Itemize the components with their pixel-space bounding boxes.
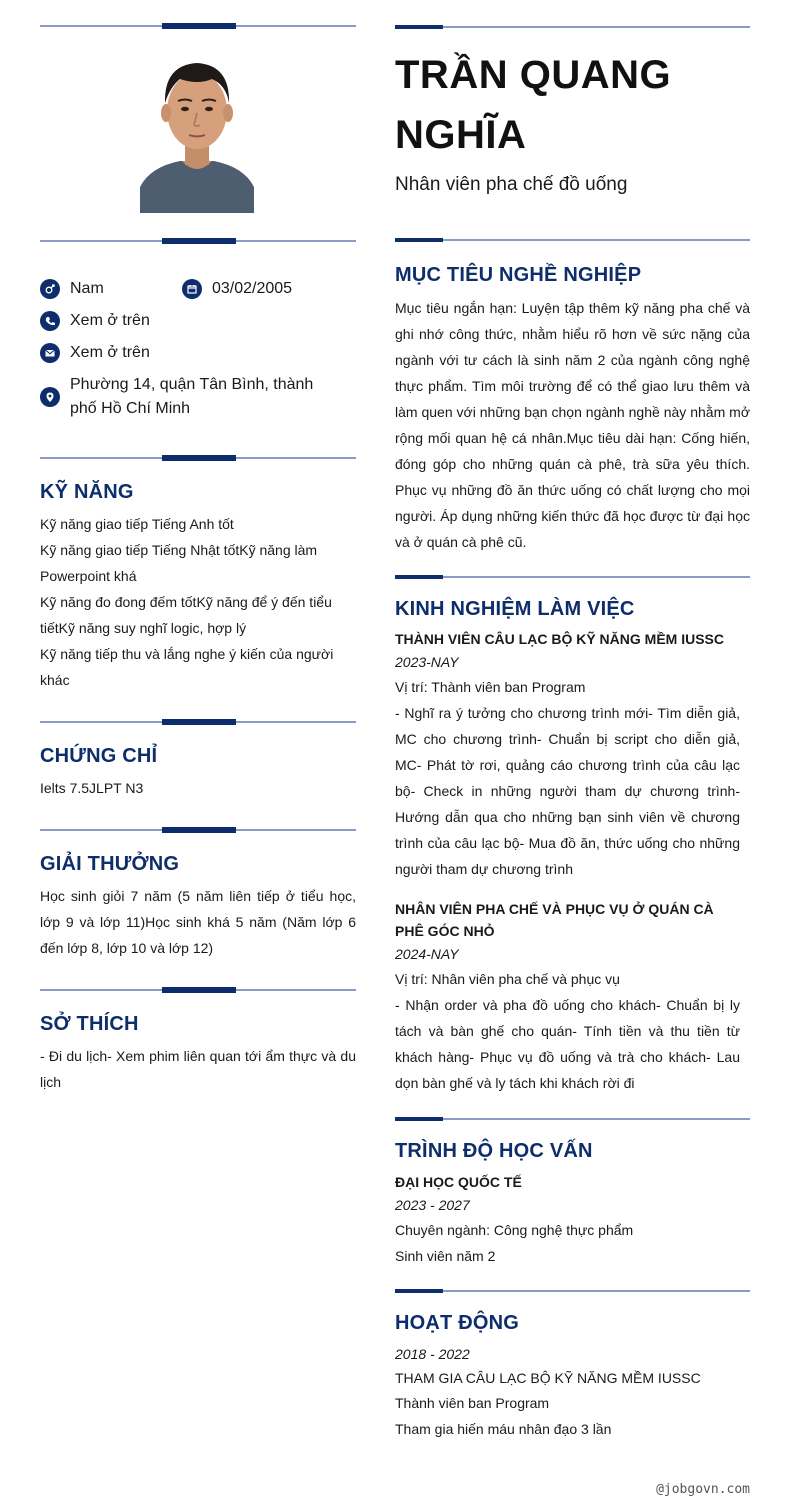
activities-name: THAM GIA CÂU LẠC BỘ KỸ NĂNG MỀM IUSSC — [395, 1370, 701, 1386]
experience-position: Vị trí: Nhân viên pha chế và phục vụ — [395, 971, 620, 987]
gender-row — [40, 277, 104, 301]
footer-watermark: @jobgovn.com — [656, 1482, 750, 1497]
experience-description: - Nhận order và pha đồ uống cho khách- Chuẩn bị ly tách và bàn ghế cho quán- Tính tiền và thu tiền từ khách hàng- Phục vụ đồ uống và trà cho khách- Lau dọn bàn ghế và ly tách khi khách rời đi — [395, 997, 740, 1091]
list-item: Kỹ năng giao tiếp Tiếng Nhật tốtKỹ năng làm Powerpoint khá — [40, 542, 318, 584]
divider-awards — [40, 829, 356, 831]
activities-extra: Tham gia hiến máu nhân đạo 3 lần — [395, 1421, 612, 1437]
objective-text: Mục tiêu ngắn hạn: Luyện tập thêm kỹ năng pha chế và ghi nhớ công thức, nhằm hiểu rõ hơn về sức nặng của ngành với tư cách là sinh năm 2 của ngành công nghệ thực phẩm. Tìm môi trường để có thể giao lưu thêm và làm quen với những bạn chọn ngành nghề này nhằm mở rộng mối quan hệ cá nhân.Mục tiêu dài hạn: Cống hiến, đóng góp cho những quán cà phê, trà sữa yêu thích. Phục vụ những đồ ăn thức uống có chất lượng cho mọi người. Áp dụng những kiến thức đã học được từ đại học và ở quán cà phê cũ. — [395, 300, 750, 550]
divider-top-right — [395, 26, 750, 28]
dob-text: 03/02/2005 — [212, 280, 293, 297]
experience-period: 2024-NAY — [395, 946, 459, 962]
gender-icon — [40, 279, 60, 299]
address-row — [40, 373, 340, 421]
phone-text: Xem ở trên — [70, 312, 150, 329]
experience-company: THÀNH VIÊN CÂU LẠC BỘ KỸ NĂNG MỀM IUSSC — [395, 631, 725, 647]
candidate-name: TRẦN QUANG NGHĨA — [395, 53, 672, 157]
avatar — [140, 55, 254, 213]
divider-education — [395, 1118, 750, 1120]
divider-objective — [395, 239, 750, 241]
dob-row — [182, 277, 292, 301]
awards-title: GIẢI THƯỞNG — [40, 853, 180, 875]
education-note: Sinh viên năm 2 — [395, 1248, 496, 1264]
email-row — [40, 341, 150, 365]
education-major: Chuyên ngành: Công nghệ thực phẩm — [395, 1222, 634, 1238]
hobbies-text: - Đi du lịch- Xem phim liên quan tới ẩm thực và du lịch — [40, 1048, 356, 1090]
activities-item — [395, 1342, 750, 1442]
hobbies-title: SỞ THÍCH — [40, 1013, 139, 1035]
activities-title: HOẠT ĐỘNG — [395, 1312, 520, 1334]
objective-title: MỤC TIÊU NGHỀ NGHIỆP — [395, 264, 642, 286]
location-icon — [40, 387, 60, 407]
divider-skills — [40, 457, 356, 459]
education-item — [395, 1171, 750, 1269]
awards-text: Học sinh giỏi 7 năm (5 năm liên tiếp ở tiểu học, lớp 9 và lớp 11)Học sinh khá 5 năm (Năm lớp 6 đến lớp 8, lớp 10 và lớp 12) — [40, 888, 356, 956]
experience-company: NHÂN VIÊN PHA CHẾ VÀ PHỤC VỤ Ở QUÁN CÀ PHÊ GÓC NHỎ — [395, 901, 714, 939]
mail-icon — [40, 343, 60, 363]
certificates-text: Ielts 7.5JLPT N3 — [40, 780, 144, 796]
experience-item-2 — [395, 898, 740, 1096]
divider-top-left — [40, 25, 356, 27]
divider-hobbies — [40, 989, 356, 991]
education-period: 2023 - 2027 — [395, 1197, 470, 1213]
list-item: Kỹ năng tiếp thu và lắng nghe ý kiến của người khác — [40, 646, 334, 688]
divider-experience — [395, 576, 750, 578]
education-school: ĐẠI HỌC QUỐC TẾ — [395, 1174, 522, 1190]
experience-title: KINH NGHIỆM LÀM VIỆC — [395, 598, 635, 620]
activities-period: 2018 - 2022 — [395, 1346, 470, 1362]
experience-item-1 — [395, 628, 740, 882]
certificates-title: CHỨNG CHỈ — [40, 745, 158, 767]
experience-position: Vị trí: Thành viên ban Program — [395, 679, 586, 695]
candidate-role: Nhân viên pha chế đồ uống — [395, 174, 628, 195]
activities-role: Thành viên ban Program — [395, 1395, 550, 1411]
skills-list — [40, 511, 340, 693]
list-item: Kỹ năng giao tiếp Tiếng Anh tốt — [40, 516, 234, 532]
skills-title: KỸ NĂNG — [40, 481, 134, 503]
divider-certificates — [40, 721, 356, 723]
gender-text: Nam — [70, 280, 104, 297]
phone-icon — [40, 311, 60, 331]
experience-period: 2023-NAY — [395, 654, 459, 670]
address-text: Phường 14, quận Tân Bình, thành phố Hồ Chí Minh — [70, 376, 314, 417]
email-text: Xem ở trên — [70, 344, 150, 361]
phone-row — [40, 309, 150, 333]
divider-photo-bottom — [40, 240, 356, 242]
list-item: Kỹ năng đo đong đếm tốtKỹ năng để ý đến tiểu tiếtKỹ năng suy nghĩ logic, hợp lý — [40, 594, 332, 636]
calendar-icon — [182, 279, 202, 299]
divider-activities — [395, 1290, 750, 1292]
experience-description: - Nghĩ ra ý tưởng cho chương trình mới- Tìm diễn giả, MC cho chương trình- Chuẩn bị script cho diễn giả, MC- Phát tờ rơi, quảng cáo chương trình của câu lạc bộ- Check in những người tham dự chương trình- Hướng dẫn qua cho những bạn sinh viên về chương trình của câu lạc bộ- Mua đồ ăn, thức uống cho những người tham dự chương trình — [395, 705, 740, 877]
education-title: TRÌNH ĐỘ HỌC VẤN — [395, 1140, 593, 1162]
